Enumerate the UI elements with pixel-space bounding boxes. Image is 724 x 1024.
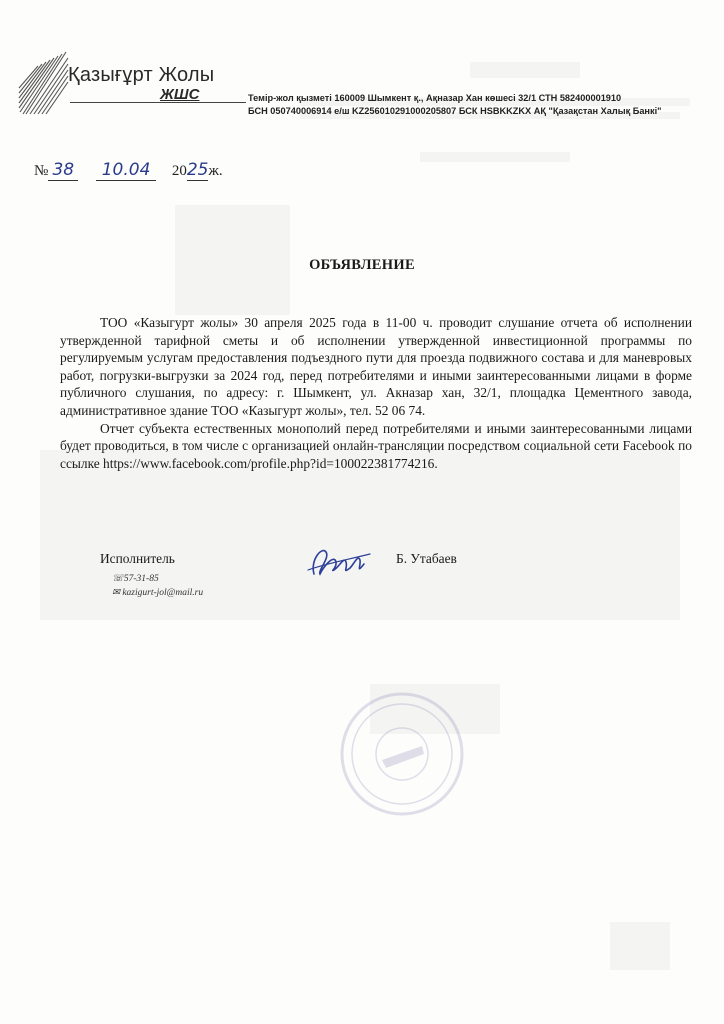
outgoing-number: 38 (48, 160, 78, 181)
document-title: ОБЪЯВЛЕНИЕ (309, 257, 415, 273)
paragraph: ТОО «Казыгурт жолы» 30 апреля 2025 года в 11-00 ч. проводит слушание отчета об исполнении утвержденной тарифной сметы и об исполнении утвержденной инвестиционной программы по регулируемым услугам предоставления подъездного пути для проезда подвижного состава и для маневровых работ, погрузки-выгрузки за 2024 год, перед потребителями и иными заинтересованными лицами в форме публичного слушания, по адресу: г. Шымкент, ул. Акназар хан, 32/1, площадка Цементного завода, административное здание ТОО «Казыгурт жолы», тел. 52 06 74. (60, 315, 692, 418)
announcement-body (60, 314, 692, 472)
company-logo-icon (18, 48, 70, 118)
executor-email: ✉ kazigurt-jol@mail.ru (112, 588, 204, 598)
executor-label: Исполнитель (100, 551, 175, 566)
company-name: Қазығұрт Жолы (68, 64, 215, 86)
reference-line (34, 160, 223, 181)
outgoing-date: 10.04 (96, 160, 156, 181)
letterhead-address: Темір-жол қызметі 160009 Шымкент қ., Ақназар Хан көшесі 32/1 СТН 582400001910 (248, 93, 622, 103)
year-prefix: 20 (171, 163, 187, 179)
company-legal-form: ЖШС (160, 86, 200, 103)
year-suffix: ж. (208, 163, 223, 179)
executor-phone: ☏57-31-85 (112, 574, 159, 584)
letterhead-bank-details: БСН 050740006914 е/ш KZ256010291000205807 БСК HSBKKZKX АҚ "Қазақстан Халық Банкі" (248, 106, 662, 116)
paragraph: Отчет субъекта естественных монополий перед потребителями и иными заинтересованными лицами будет проводиться, в том числе с организацией онлайн-трансляции посредством социальной сети Facebook по ссылке https://www.facebook.com/profile.php?id=100022381774216. (60, 420, 692, 471)
number-prefix: № (34, 163, 49, 179)
signer-name: Б. Утабаев (396, 551, 457, 566)
letterhead-rule (70, 102, 246, 103)
signature-icon (300, 540, 372, 582)
stamp-icon (338, 690, 466, 818)
outgoing-year: 25 (186, 160, 209, 180)
